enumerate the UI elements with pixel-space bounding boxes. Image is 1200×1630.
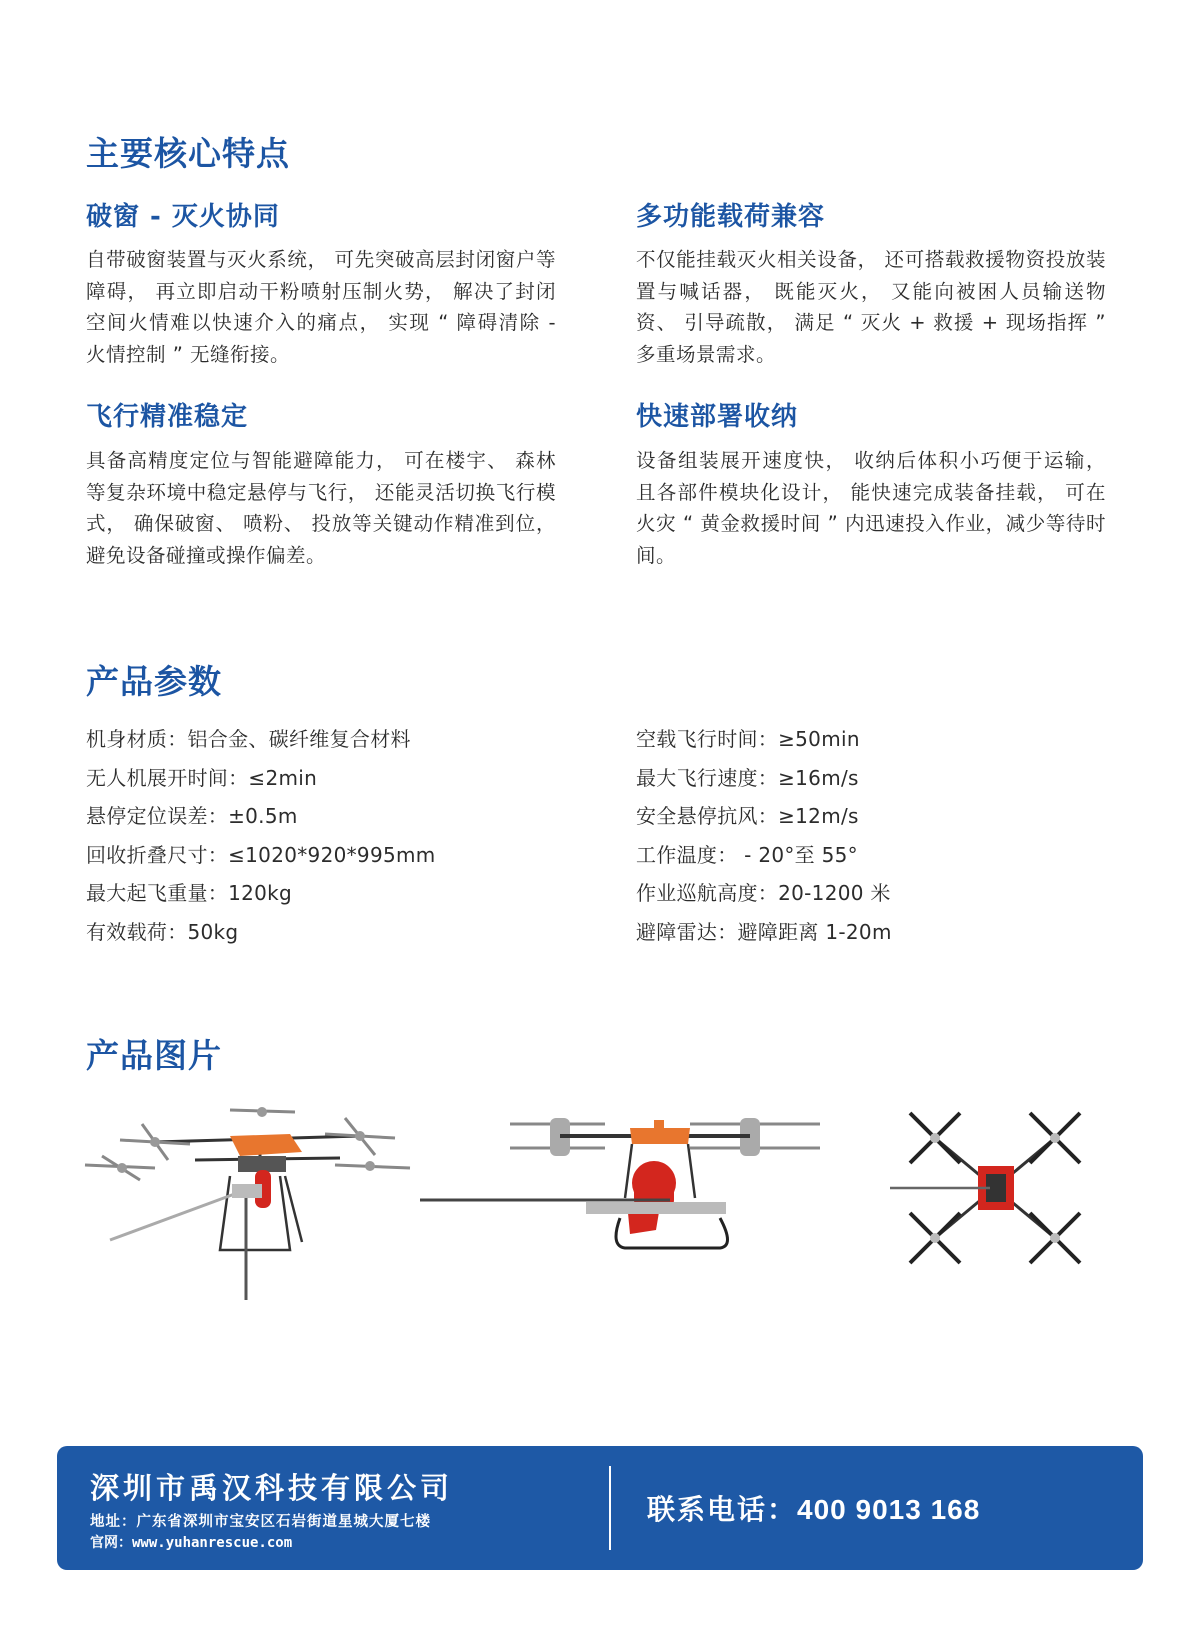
feature-text-window-breaking: 自带破窗装置与灭火系统， 可先突破高层封闭窗户等障碍， 再立即启动干粉喷射压制火势， 解决了封闭空间火情难以快速介入的痛点， 实现 “ 障碍清除 - 火情控制 ” 无缝衔接。 <box>86 248 556 366</box>
feature-title-payload: 多功能载荷兼容 <box>636 202 826 232</box>
spec-item: 回收折叠尺寸：≤1020*920*995mm <box>86 842 436 867</box>
spec-item: 工作温度： - 20°至 55° <box>636 842 858 867</box>
feature-title-flight: 飞行精准稳定 <box>86 402 249 432</box>
spec-item: 悬停定位误差：±0.5m <box>86 804 298 828</box>
specs-list-right <box>636 720 892 951</box>
contact-phone <box>647 1488 980 1528</box>
spec-item: 作业巡航高度：20-1200 米 <box>636 881 891 905</box>
spec-item: 有效载荷：50kg <box>86 919 239 944</box>
feature-text-payload: 不仅能挂载灭火相关设备， 还可搭载救援物资投放装置与喊话器， 既能灭火， 又能向被困人员输送物资、 引导疏散， 满足 “ 灭火 + 救援 + 现场指挥 ” 多重场景需求。 <box>636 248 1106 366</box>
spec-item: 空载飞行时间：≥50min <box>636 727 860 751</box>
drone-photo-side <box>420 1108 840 1268</box>
company-address: 地址：广东省深圳市宝安区石岩街道星城大厦七楼 <box>90 1513 431 1530</box>
feature-title-deployment: 快速部署收纳 <box>636 402 799 432</box>
footer-contact-bar <box>57 1446 1143 1570</box>
spec-item: 最大飞行速度：≥16m/s <box>636 765 859 790</box>
gallery-title: 产品图片 <box>86 1036 222 1075</box>
spec-item: 避障雷达：避障距离 1-20m <box>636 919 892 944</box>
drone-photo-perspective <box>80 1100 420 1300</box>
spec-item: 安全悬停抗风：≥12m/s <box>636 804 859 828</box>
phone-label: 联系电话： <box>647 1493 798 1526</box>
feature-text-deployment: 设备组装展开速度快， 收纳后体积小巧便于运输， 且各部件模块化设计， 能快速完成装备挂载， 可在火灾 “ 黄金救援时间 ” 内迅速投入作业，减少等待时间。 <box>636 449 1106 567</box>
specs-list-left <box>86 720 436 951</box>
drone-photo-top <box>890 1108 1110 1268</box>
spec-item: 无人机展开时间：≤2min <box>86 765 318 790</box>
spec-item: 最大起飞重量：120kg <box>86 881 293 905</box>
phone-number: 400 9013 168 <box>797 1494 981 1525</box>
specs-title: 产品参数 <box>86 662 222 701</box>
footer-divider <box>609 1466 611 1550</box>
feature-title-window-breaking: 破窗 - 灭火协同 <box>86 202 280 232</box>
company-website: 官网：www.yuhanrescue.com <box>90 1535 293 1551</box>
company-name: 深圳市禹汉科技有限公司 <box>90 1471 454 1505</box>
feature-text-flight: 具备高精度定位与智能避障能力， 可在楼宇、 森林等复杂环境中稳定悬停与飞行， 还能灵活切换飞行模式， 确保破窗、 喷粉、 投放等关键动作精准到位，避免设备碰撞或操作偏差。 <box>86 449 556 567</box>
spec-item: 机身材质：铝合金、碳纤维复合材料 <box>86 727 411 751</box>
features-title: 主要核心特点 <box>86 134 290 173</box>
